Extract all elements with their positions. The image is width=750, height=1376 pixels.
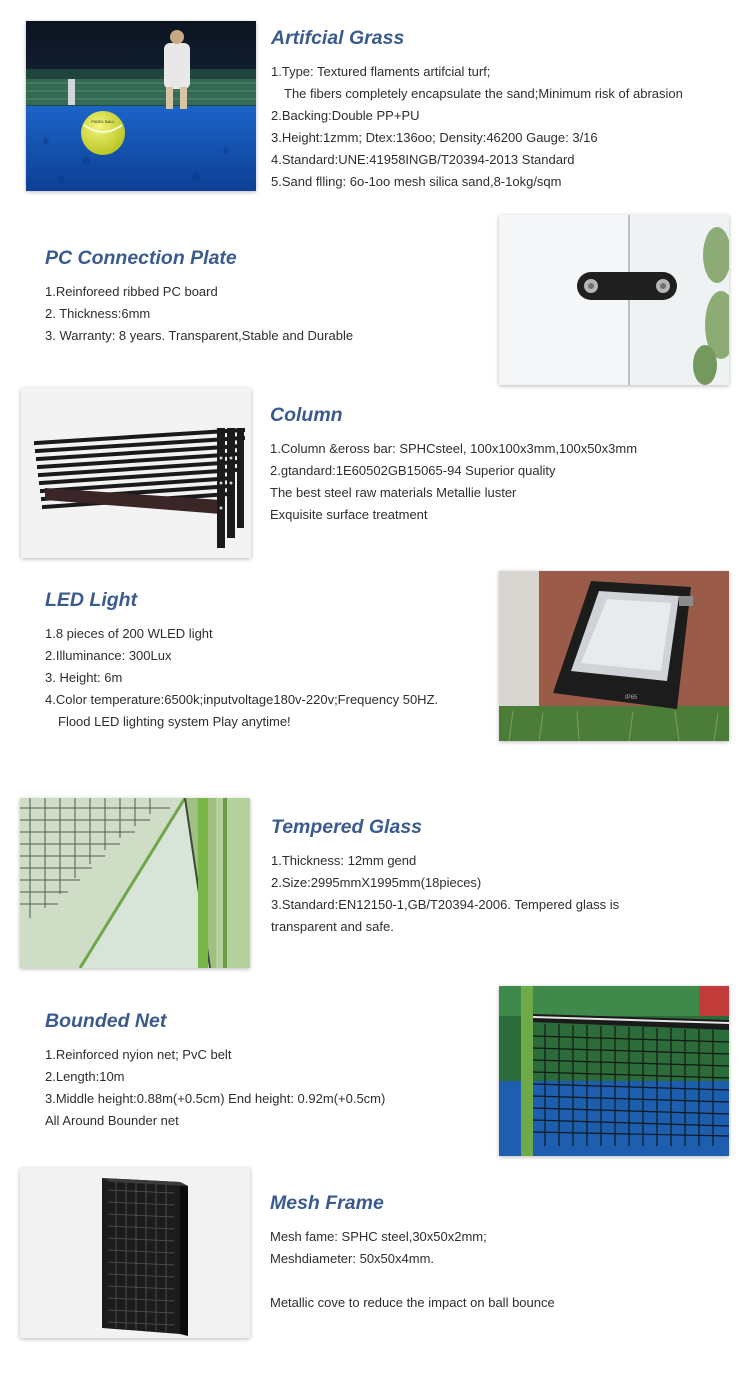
section-led-light xyxy=(0,568,750,748)
column-photo xyxy=(21,388,251,558)
spec-line: Mesh fame: SPHC steel,30x50x2mm; xyxy=(270,1229,487,1245)
spec-line: 1.Reinforced nyion net; PvC belt xyxy=(45,1047,232,1063)
spec-line: 2.Backing:Double PP+PU xyxy=(271,108,420,124)
spec-line: Exquisite surface treatment xyxy=(270,507,428,523)
led-rating-text: IP65 xyxy=(625,695,638,701)
spec-line: Meshdiameter: 50x50x4mm. xyxy=(270,1251,435,1267)
spec-line: 2.Size:2995mmX1995mm(18pieces) xyxy=(271,875,482,891)
mesh-frame-text xyxy=(270,1193,555,1314)
section-mesh-frame xyxy=(0,1168,750,1343)
spec-line: Metallic cove to reduce the impact on ball bounce xyxy=(270,1295,555,1311)
artificial-grass-title: Artifcial Grass xyxy=(271,27,405,49)
spec-line: 2.Illuminance: 300Lux xyxy=(45,648,172,664)
pc-plate-text xyxy=(45,248,353,347)
spec-line: 1.Reinforeed ribbed PC board xyxy=(45,284,218,300)
spec-line: The best steel raw materials Metallie luster xyxy=(270,485,517,501)
ball-brand-text: PADEL BALL xyxy=(91,119,115,124)
led-light-photo xyxy=(499,571,729,741)
spec-line: 1.Thickness: 12mm gend xyxy=(271,853,417,869)
spec-line: transparent and safe. xyxy=(271,919,394,935)
mesh-frame-title: Mesh Frame xyxy=(270,1192,384,1214)
section-bounded-net xyxy=(0,982,750,1162)
spec-line: 3.Middle height:0.88m(+0.5cm) End height: 0.92m(+0.5cm) xyxy=(45,1091,386,1107)
artificial-grass-photo xyxy=(26,21,256,191)
led-light-text xyxy=(45,590,438,733)
column-text xyxy=(270,405,637,526)
tempered-glass-photo xyxy=(20,798,250,968)
section-column xyxy=(0,388,750,563)
spec-line: 2.Length:10m xyxy=(45,1069,125,1085)
section-tempered-glass xyxy=(0,798,750,973)
pc-plate-photo xyxy=(499,215,729,385)
bounded-net-photo xyxy=(499,986,729,1156)
spacer-line xyxy=(270,1270,555,1292)
led-light-title: LED Light xyxy=(45,589,138,611)
pc-plate-title: PC Connection Plate xyxy=(45,247,237,269)
tempered-glass-text xyxy=(271,817,619,938)
spec-line: 1.8 pieces of 200 WLED light xyxy=(45,626,213,642)
spec-line: 1.Column &eross bar: SPHCsteel, 100x100x3mm,100x50x3mm xyxy=(270,441,638,457)
spec-line: The fibers completely encapsulate the sand;Minimum risk of abrasion xyxy=(284,86,683,102)
spec-line: 4.Standard:UNE:41958INGB/T20394-2013 Standard xyxy=(271,152,575,168)
tempered-glass-title: Tempered Glass xyxy=(271,816,423,838)
mesh-frame-photo xyxy=(20,1168,250,1338)
spec-line: 3.Standard:EN12150-1,GB/T20394-2006. Tempered glass is xyxy=(271,897,620,913)
artificial-grass-text xyxy=(271,28,683,193)
bounded-net-title: Bounded Net xyxy=(45,1010,167,1032)
bounded-net-text xyxy=(45,1011,385,1132)
column-title: Column xyxy=(270,404,343,426)
spec-line: 3. Warranty: 8 years. Transparent,Stable and Durable xyxy=(45,328,354,344)
spec-line: Flood LED lighting system Play anytime! xyxy=(58,714,291,730)
spec-line: 5.Sand flling: 6o-1oo mesh silica sand,8-1okg/sqm xyxy=(271,174,562,190)
section-pc-connection-plate xyxy=(0,205,750,390)
spec-line: 1.Type: Textured flaments artifcial turf; xyxy=(271,64,491,80)
section-artificial-grass xyxy=(0,0,750,200)
spec-line: 2. Thickness:6mm xyxy=(45,306,151,322)
spec-line: All Around Bounder net xyxy=(45,1113,179,1129)
spec-line: 3.Height:1zmm; Dtex:136oo; Density:46200 Gauge: 3/16 xyxy=(271,130,598,146)
spec-line: 2.gtandard:1E60502GB15065-94 Superior quality xyxy=(270,463,556,479)
spec-line: 3. Height: 6m xyxy=(45,670,123,686)
spec-line: 4.Color temperature:6500k;inputvoltage180v-220v;Frequency 50HZ. xyxy=(45,692,439,708)
